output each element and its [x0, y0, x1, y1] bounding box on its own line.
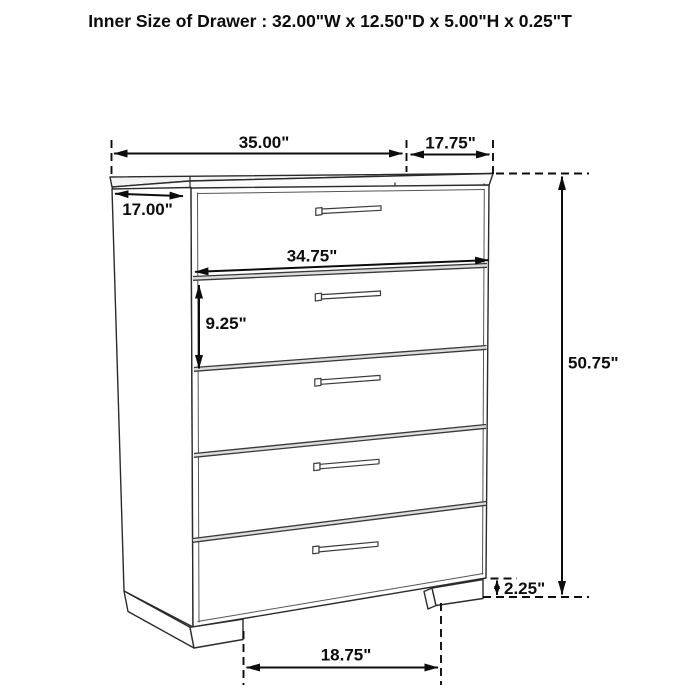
dim-leg-gap: [244, 603, 442, 685]
dim-top-width: [112, 133, 407, 178]
dim-label-leg-gap: 18.75": [320, 645, 372, 665]
chest-front-face: [191, 185, 489, 627]
dim-label-drawer-height: 9.25": [205, 314, 247, 333]
dim-label-top-depth: 17.75": [425, 133, 476, 153]
chest: [110, 174, 493, 649]
dim-label-overall-height: 50.75": [568, 353, 619, 373]
dim-top-depth: [411, 134, 494, 180]
page-title: Inner Size of Drawer : 32.00"W x 12.50"D x 5.00"H x 0.25"T: [88, 11, 572, 31]
dim-label-drawer-width: 34.75": [286, 246, 338, 266]
dim-base-height: [491, 579, 546, 599]
dim-label-base-height: 2.25": [504, 579, 546, 598]
dim-overall-height: [483, 174, 619, 598]
chest-side-panel: [112, 188, 193, 628]
dim-label-side-depth: 17.00": [122, 200, 173, 219]
dim-label-top-width: 35.00": [238, 133, 290, 152]
